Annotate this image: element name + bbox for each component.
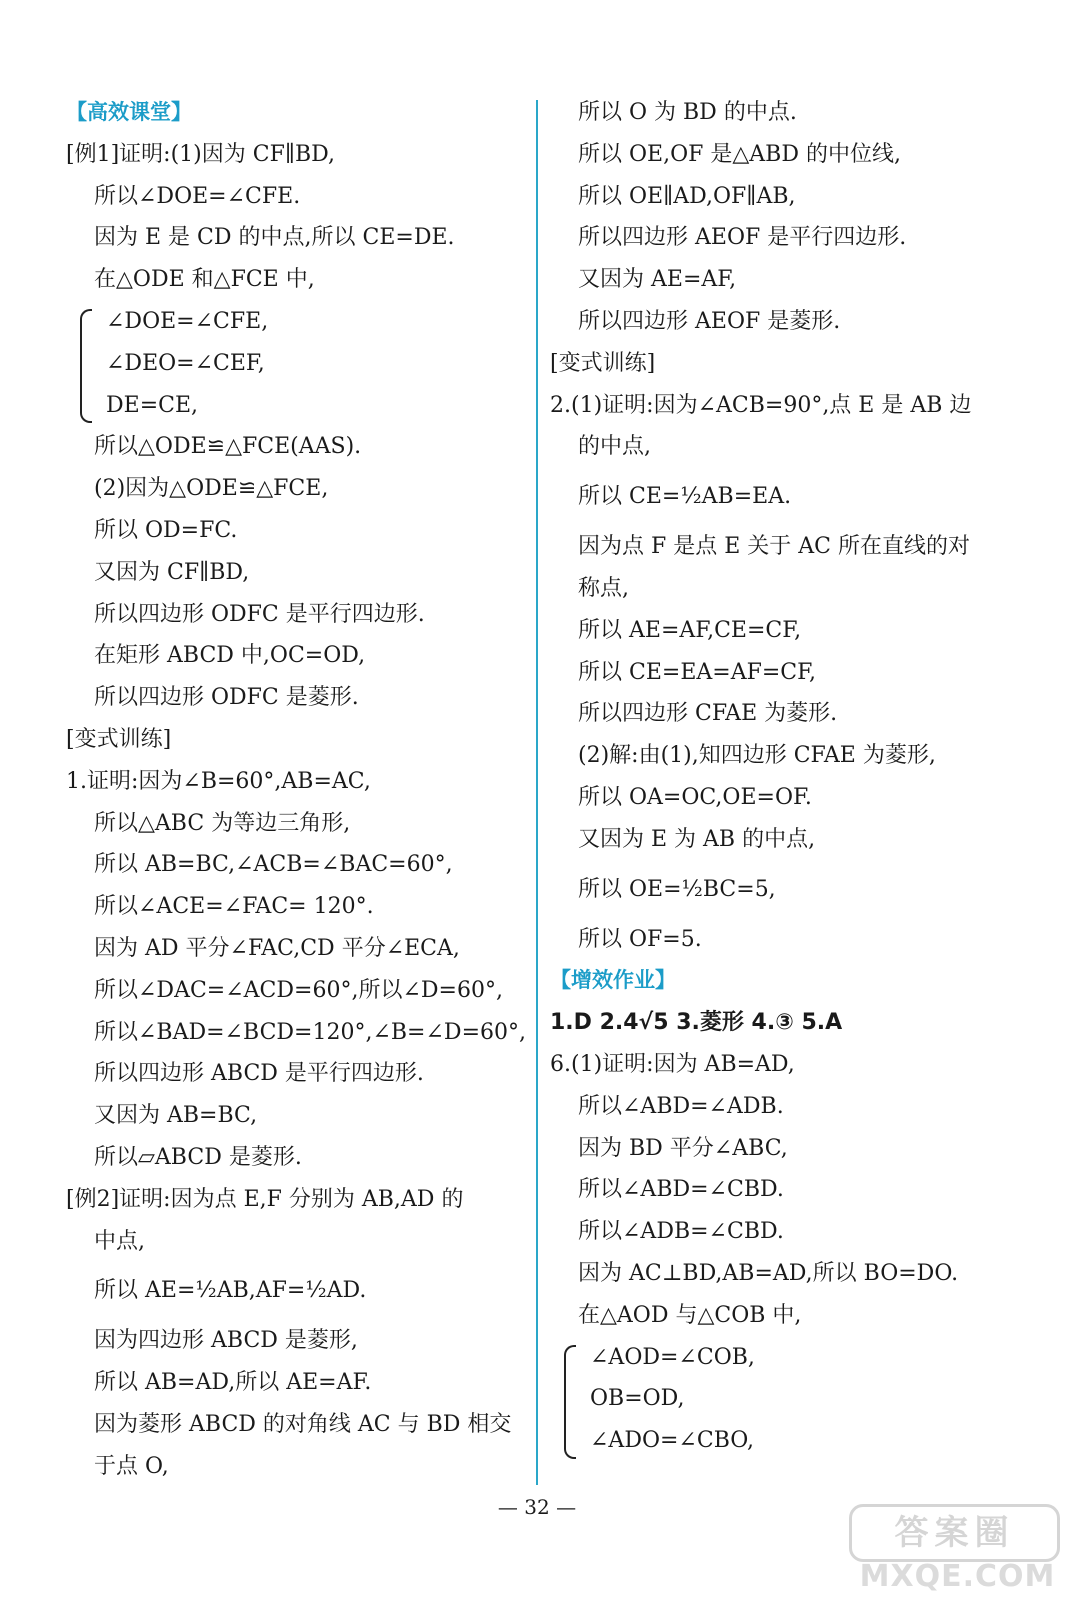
system-line: DE=CE, — [106, 392, 199, 418]
line: 因为 AC⊥BD,AB=AD,所以 BO=DO. — [578, 1260, 959, 1286]
left-brace — [80, 309, 92, 423]
line: (2)解:由(1),知四边形 CFAE 为菱形, — [578, 743, 936, 769]
line: 中点, — [94, 1228, 145, 1254]
watermark-top: 答案圈 — [849, 1504, 1060, 1562]
line: 因为菱形 ABCD 的对角线 AC 与 BD 相交 — [94, 1411, 512, 1437]
line: 所以∠DOE=∠CFE. — [94, 183, 301, 209]
right-column — [550, 92, 1020, 1462]
line: 在矩形 ABCD 中,OC=OD, — [94, 643, 366, 669]
line: 所以▱ABCD 是菱形. — [94, 1144, 302, 1170]
variant-training-label: [变式训练] — [66, 726, 172, 752]
variant-training-label: [变式训练] — [550, 350, 656, 376]
line: 因为 BD 平分∠ABC, — [578, 1135, 788, 1161]
line: 所以∠BAD=∠BCD=120°,∠B=∠D=60°, — [94, 1019, 526, 1045]
system-line: ∠DEO=∠CEF, — [106, 350, 265, 376]
system-line: ∠DOE=∠CFE, — [106, 308, 269, 334]
line: 在△AOD 与△COB 中, — [578, 1302, 802, 1328]
line: [例2]证明:因为点 E,F 分别为 AB,AD 的 — [66, 1186, 464, 1212]
line: (2)因为△ODE≌△FCE, — [94, 476, 329, 502]
line: 因为点 F 是点 E 关于 AC 所在直线的对 — [578, 534, 971, 560]
line: 2.(1)证明:因为∠ACB=90°,点 E 是 AB 边 — [550, 392, 972, 418]
line: 在△ODE 和△FCE 中, — [94, 267, 315, 293]
line: 所以 OE,OF 是△ABD 的中位线, — [578, 141, 901, 167]
system-line: ∠AOD=∠COB, — [590, 1344, 755, 1370]
line: 所以 OE∥AD,OF∥AB, — [578, 183, 796, 209]
line: 所以 CE=EA=AF=CF, — [578, 659, 816, 685]
fraction-line: 所以 OE=½BC=5, — [578, 876, 776, 902]
line: 6.(1)证明:因为 AB=AD, — [550, 1051, 795, 1077]
line: 所以△ODE≌△FCE(AAS). — [94, 434, 362, 460]
line: 所以 O 为 BD 的中点. — [578, 100, 797, 125]
line: [例1]证明:(1)因为 CF∥BD, — [66, 141, 336, 167]
system-line: OB=OD, — [590, 1386, 685, 1412]
equation-system-1 — [66, 301, 528, 426]
watermark-logo — [855, 1504, 1060, 1594]
line: 称点, — [578, 575, 629, 601]
column-divider — [536, 100, 538, 1485]
line: 所以四边形 AEOF 是菱形. — [578, 308, 841, 334]
line: 又因为 AB=BC, — [94, 1103, 258, 1129]
equation-system-2 — [550, 1337, 1020, 1462]
line: 所以四边形 ABCD 是平行四边形. — [94, 1061, 424, 1087]
left-brace — [564, 1345, 576, 1459]
line: 所以四边形 AEOF 是平行四边形. — [578, 225, 907, 251]
answers-line: 1.D 2.4√5 3.菱形 4.③ 5.A — [550, 1010, 843, 1036]
line: 因为 E 是 CD 的中点,所以 CE=DE. — [94, 225, 455, 251]
line: 又因为 E 为 AB 的中点, — [578, 826, 816, 852]
line: 所以四边形 ODFC 是平行四边形. — [94, 601, 425, 627]
line: 所以 AB=AD,所以 AE=AF. — [94, 1370, 372, 1396]
section-title-efficient-class: 【高效课堂】 — [66, 100, 192, 124]
page-number: — 32 — — [497, 1495, 577, 1519]
line: 因为四边形 ABCD 是菱形, — [94, 1328, 358, 1354]
line: 又因为 CF∥BD, — [94, 559, 250, 585]
line: 所以 AE=AF,CE=CF, — [578, 617, 802, 643]
line: 所以∠ADB=∠CBD. — [578, 1219, 784, 1245]
line: 所以四边形 ODFC 是菱形. — [94, 685, 359, 711]
line: 所以∠ACE=∠FAC= 120°. — [94, 894, 374, 920]
left-column — [66, 92, 528, 1488]
line: 所以∠ABD=∠ADB. — [578, 1093, 784, 1119]
fraction-line: 所以 AE=½AB,AF=½AD. — [94, 1278, 367, 1304]
line: 所以△ABC 为等边三角形, — [94, 810, 351, 836]
line: 所以 AB=BC,∠ACB=∠BAC=60°, — [94, 852, 453, 878]
line: 所以 OF=5. — [578, 926, 702, 952]
fraction-line: 所以 CE=½AB=EA. — [578, 484, 792, 510]
line: 于点 O, — [94, 1453, 169, 1479]
line: 的中点, — [578, 434, 651, 460]
system-line: ∠ADO=∠CBO, — [590, 1428, 755, 1454]
line: 所以四边形 CFAE 为菱形. — [578, 701, 838, 727]
line: 又因为 AE=AF, — [578, 267, 737, 293]
line: 所以 OD=FC. — [94, 517, 238, 543]
watermark-bottom: MXQE.COM — [859, 1559, 1056, 1594]
line: 所以∠ABD=∠CBD. — [578, 1177, 784, 1203]
section-title-homework: 【增效作业】 — [550, 968, 676, 993]
line: 所以∠DAC=∠ACD=60°,所以∠D=60°, — [94, 977, 503, 1003]
line: 所以 OA=OC,OE=OF. — [578, 784, 812, 810]
line: 因为 AD 平分∠FAC,CD 平分∠ECA, — [94, 935, 460, 961]
line: 1.证明:因为∠B=60°,AB=AC, — [66, 768, 371, 794]
